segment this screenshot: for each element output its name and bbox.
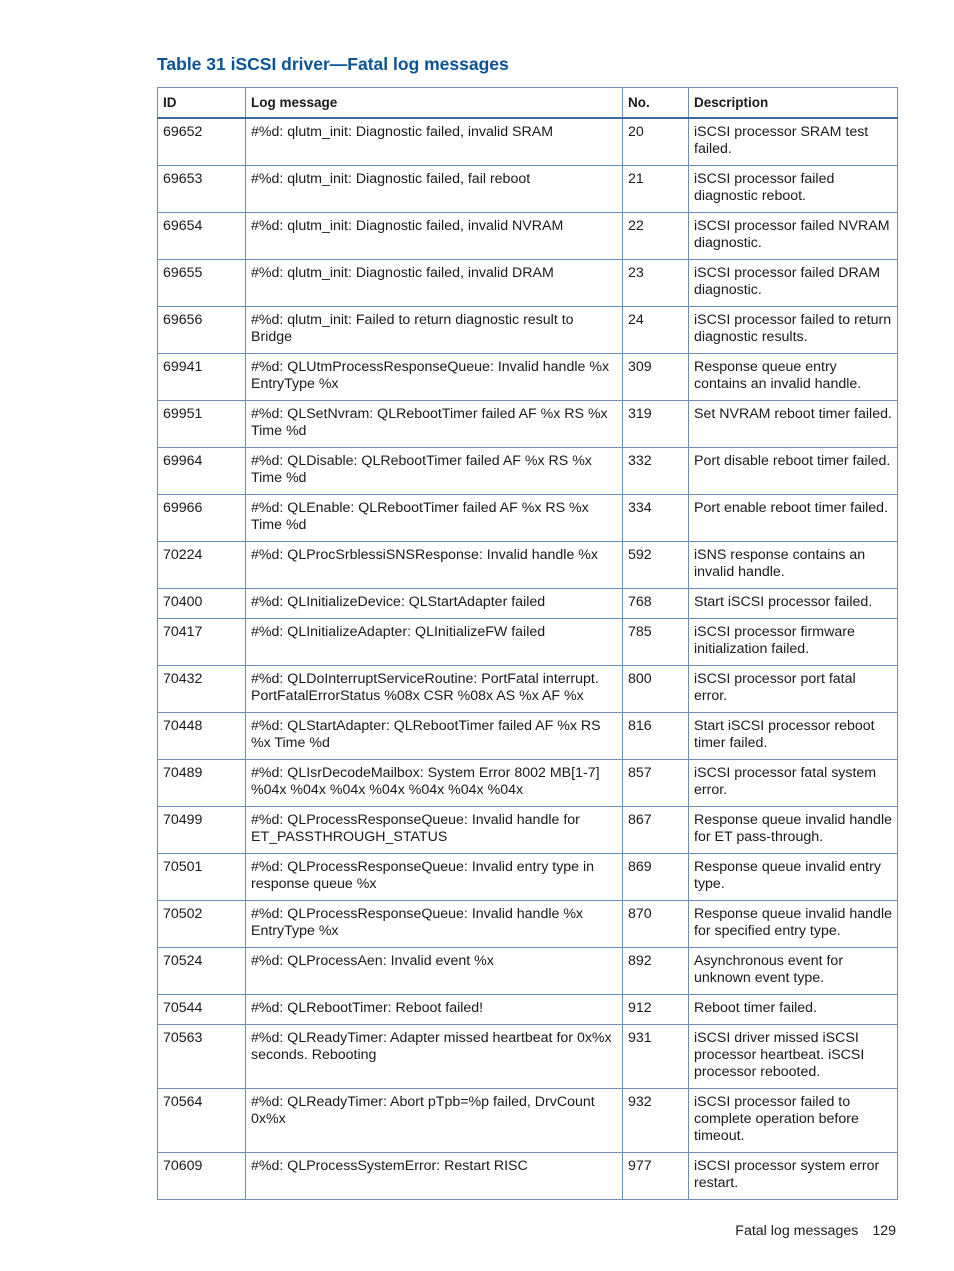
- cell-id: 70564: [158, 1088, 246, 1152]
- cell-number: 869: [623, 853, 689, 900]
- cell-description: iSCSI processor firmware initialization failed.: [689, 618, 898, 665]
- table-row: [158, 1088, 898, 1152]
- cell-log-message: #%d: QLSetNvram: QLRebootTimer failed AF %x RS %x Time %d: [246, 400, 623, 447]
- cell-log-message: #%d: QLStartAdapter: QLRebootTimer failed AF %x RS %x Time %d: [246, 712, 623, 759]
- cell-description: Set NVRAM reboot timer failed.: [689, 400, 898, 447]
- cell-log-message: #%d: QLDoInterruptServiceRoutine: PortFatal interrupt. PortFatalErrorStatus %08x CSR %08x AS %x AF %x: [246, 665, 623, 712]
- cell-description: Port disable reboot timer failed.: [689, 447, 898, 494]
- cell-description: iSCSI processor port fatal error.: [689, 665, 898, 712]
- cell-id: 69951: [158, 400, 246, 447]
- cell-number: 20: [623, 118, 689, 165]
- table-row: [158, 1024, 898, 1088]
- cell-number: 21: [623, 165, 689, 212]
- table-row: [158, 618, 898, 665]
- cell-id: 70524: [158, 947, 246, 994]
- cell-description: Start iSCSI processor failed.: [689, 588, 898, 618]
- cell-log-message: #%d: QLIsrDecodeMailbox: System Error 8002 MB[1-7] %04x %04x %04x %04x %04x %04x %04x: [246, 759, 623, 806]
- table-row: [158, 400, 898, 447]
- table-row: [158, 588, 898, 618]
- cell-number: 24: [623, 306, 689, 353]
- cell-number: 309: [623, 353, 689, 400]
- cell-description: iSCSI driver missed iSCSI processor heartbeat. iSCSI processor rebooted.: [689, 1024, 898, 1088]
- cell-description: iSCSI processor failed to complete operation before timeout.: [689, 1088, 898, 1152]
- cell-id: 70544: [158, 994, 246, 1024]
- header-log-message: Log message: [246, 88, 623, 119]
- table-row: [158, 165, 898, 212]
- table-row: [158, 541, 898, 588]
- cell-log-message: #%d: qlutm_init: Diagnostic failed, fail reboot: [246, 165, 623, 212]
- cell-id: 70499: [158, 806, 246, 853]
- cell-number: 785: [623, 618, 689, 665]
- table-row: [158, 306, 898, 353]
- table-row: [158, 212, 898, 259]
- cell-description: iSCSI processor failed diagnostic reboot.: [689, 165, 898, 212]
- cell-log-message: #%d: QLUtmProcessResponseQueue: Invalid handle %x EntryType %x: [246, 353, 623, 400]
- cell-id: 70432: [158, 665, 246, 712]
- cell-log-message: #%d: qlutm_init: Failed to return diagnostic result to Bridge: [246, 306, 623, 353]
- table-row: [158, 447, 898, 494]
- table-row: [158, 759, 898, 806]
- table-row: [158, 806, 898, 853]
- cell-description: Port enable reboot timer failed.: [689, 494, 898, 541]
- cell-id: 69654: [158, 212, 246, 259]
- cell-id: 70502: [158, 900, 246, 947]
- table-row: [158, 118, 898, 165]
- cell-description: Response queue invalid handle for ET pass-through.: [689, 806, 898, 853]
- cell-number: 816: [623, 712, 689, 759]
- cell-description: iSCSI processor system error restart.: [689, 1152, 898, 1199]
- table-row: [158, 853, 898, 900]
- cell-number: 319: [623, 400, 689, 447]
- cell-id: 70448: [158, 712, 246, 759]
- cell-number: 592: [623, 541, 689, 588]
- cell-description: Asynchronous event for unknown event type.: [689, 947, 898, 994]
- cell-number: 870: [623, 900, 689, 947]
- table-body: [158, 118, 898, 1199]
- cell-number: 892: [623, 947, 689, 994]
- cell-number: 23: [623, 259, 689, 306]
- cell-id: 69964: [158, 447, 246, 494]
- cell-log-message: #%d: qlutm_init: Diagnostic failed, invalid DRAM: [246, 259, 623, 306]
- header-description: Description: [689, 88, 898, 119]
- cell-description: iSCSI processor failed NVRAM diagnostic.: [689, 212, 898, 259]
- cell-id: 70417: [158, 618, 246, 665]
- cell-number: 912: [623, 994, 689, 1024]
- cell-log-message: #%d: QLProcSrblessiSNSResponse: Invalid handle %x: [246, 541, 623, 588]
- cell-number: 800: [623, 665, 689, 712]
- cell-description: iSCSI processor failed DRAM diagnostic.: [689, 259, 898, 306]
- cell-id: 70224: [158, 541, 246, 588]
- table-header: [158, 88, 898, 119]
- table-row: [158, 353, 898, 400]
- table-row: [158, 259, 898, 306]
- cell-description: Start iSCSI processor reboot timer failed.: [689, 712, 898, 759]
- cell-log-message: #%d: QLRebootTimer: Reboot failed!: [246, 994, 623, 1024]
- cell-log-message: #%d: QLProcessResponseQueue: Invalid handle for ET_PASSTHROUGH_STATUS: [246, 806, 623, 853]
- cell-log-message: #%d: qlutm_init: Diagnostic failed, invalid SRAM: [246, 118, 623, 165]
- table-caption: Table 31 iSCSI driver—Fatal log messages: [157, 54, 509, 74]
- cell-log-message: #%d: QLProcessSystemError: Restart RISC: [246, 1152, 623, 1199]
- cell-description: Response queue invalid handle for specified entry type.: [689, 900, 898, 947]
- cell-number: 332: [623, 447, 689, 494]
- table-row: [158, 947, 898, 994]
- cell-number: 857: [623, 759, 689, 806]
- cell-number: 931: [623, 1024, 689, 1088]
- cell-id: 69655: [158, 259, 246, 306]
- page-number: 129: [872, 1223, 896, 1239]
- cell-number: 22: [623, 212, 689, 259]
- header-number: No.: [623, 88, 689, 119]
- cell-number: 334: [623, 494, 689, 541]
- cell-log-message: #%d: QLInitializeAdapter: QLInitializeFW failed: [246, 618, 623, 665]
- cell-id: 69653: [158, 165, 246, 212]
- cell-id: 70489: [158, 759, 246, 806]
- cell-id: 70400: [158, 588, 246, 618]
- table-row: [158, 494, 898, 541]
- cell-log-message: #%d: QLProcessAen: Invalid event %x: [246, 947, 623, 994]
- cell-description: Response queue entry contains an invalid handle.: [689, 353, 898, 400]
- log-messages-table: [157, 87, 898, 1200]
- cell-id: 69652: [158, 118, 246, 165]
- cell-log-message: #%d: QLReadyTimer: Adapter missed heartbeat for 0x%x seconds. Rebooting: [246, 1024, 623, 1088]
- cell-log-message: #%d: QLProcessResponseQueue: Invalid entry type in response queue %x: [246, 853, 623, 900]
- cell-description: Reboot timer failed.: [689, 994, 898, 1024]
- cell-id: 70501: [158, 853, 246, 900]
- page-footer: [735, 1223, 896, 1239]
- table-row: [158, 994, 898, 1024]
- table-row: [158, 900, 898, 947]
- table-row: [158, 712, 898, 759]
- header-id: ID: [158, 88, 246, 119]
- cell-number: 977: [623, 1152, 689, 1199]
- table-row: [158, 1152, 898, 1199]
- cell-id: 69656: [158, 306, 246, 353]
- footer-section-title: Fatal log messages: [735, 1223, 859, 1239]
- cell-description: iSCSI processor fatal system error.: [689, 759, 898, 806]
- cell-id: 69941: [158, 353, 246, 400]
- cell-description: iSCSI processor SRAM test failed.: [689, 118, 898, 165]
- cell-log-message: #%d: QLReadyTimer: Abort pTpb=%p failed, DrvCount 0x%x: [246, 1088, 623, 1152]
- cell-number: 867: [623, 806, 689, 853]
- cell-log-message: #%d: QLDisable: QLRebootTimer failed AF %x RS %x Time %d: [246, 447, 623, 494]
- cell-log-message: #%d: QLProcessResponseQueue: Invalid handle %x EntryType %x: [246, 900, 623, 947]
- cell-log-message: #%d: qlutm_init: Diagnostic failed, invalid NVRAM: [246, 212, 623, 259]
- table-row: [158, 665, 898, 712]
- cell-description: Response queue invalid entry type.: [689, 853, 898, 900]
- cell-log-message: #%d: QLInitializeDevice: QLStartAdapter failed: [246, 588, 623, 618]
- cell-number: 768: [623, 588, 689, 618]
- cell-number: 932: [623, 1088, 689, 1152]
- cell-id: 70563: [158, 1024, 246, 1088]
- cell-log-message: #%d: QLEnable: QLRebootTimer failed AF %x RS %x Time %d: [246, 494, 623, 541]
- cell-id: 69966: [158, 494, 246, 541]
- cell-description: iSCSI processor failed to return diagnostic results.: [689, 306, 898, 353]
- cell-description: iSNS response contains an invalid handle.: [689, 541, 898, 588]
- cell-id: 70609: [158, 1152, 246, 1199]
